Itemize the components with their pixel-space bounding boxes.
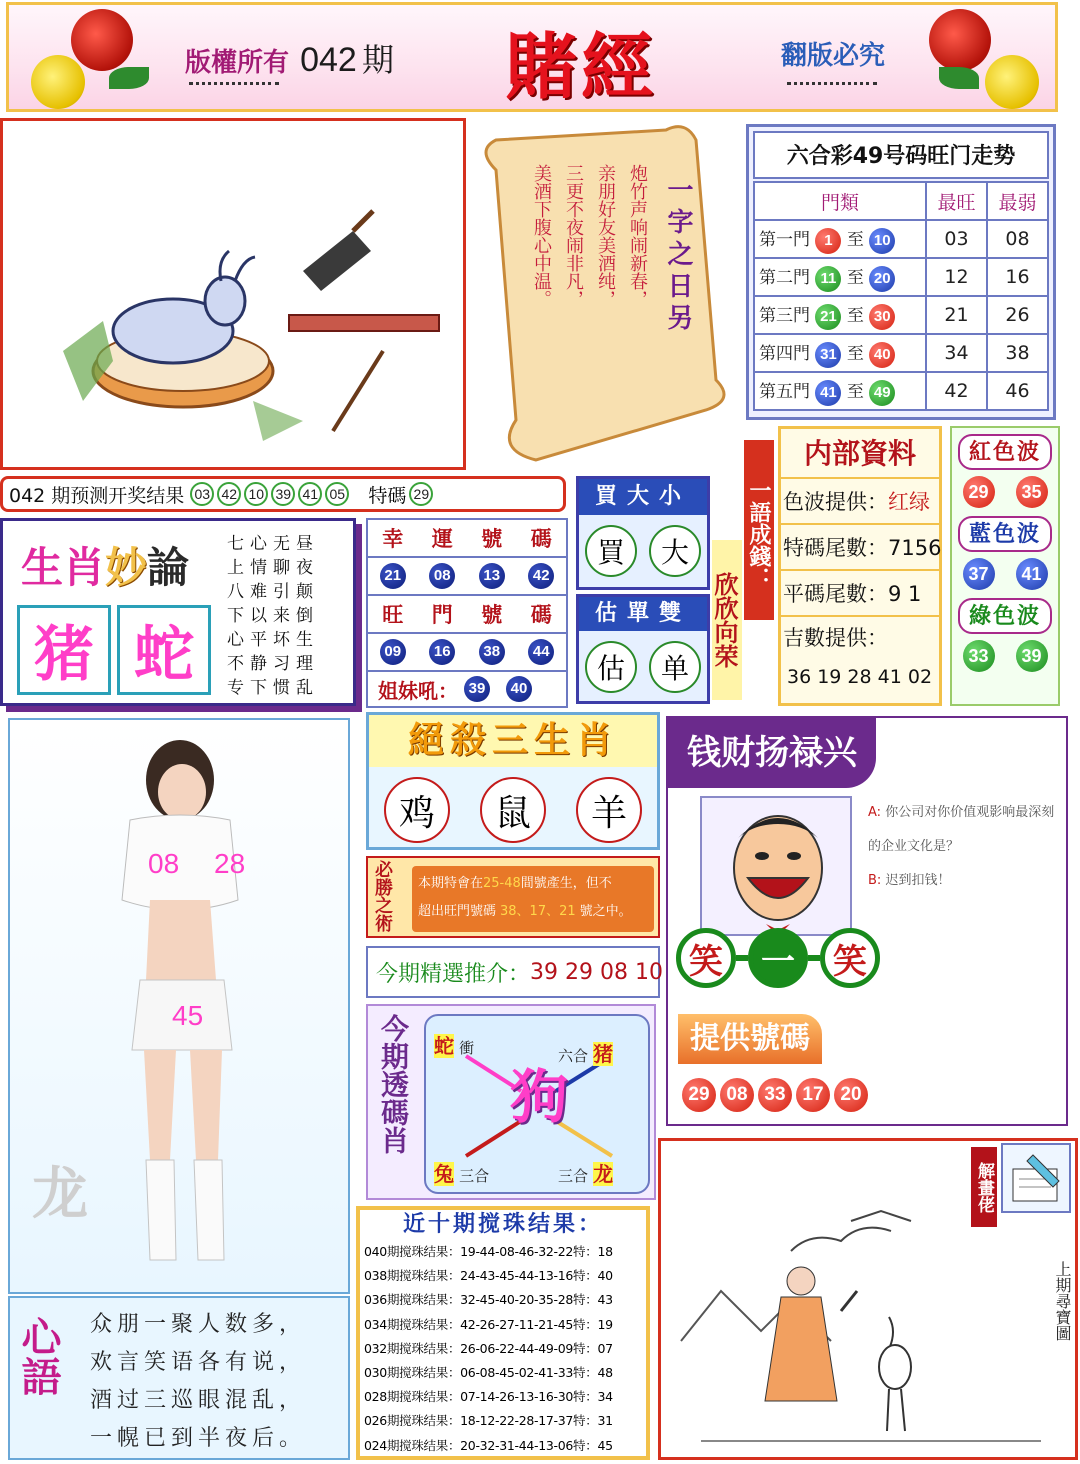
a-prefix: B: — [868, 873, 882, 888]
to-label: 至 — [846, 381, 864, 402]
sister-label: 姐妹吼： — [378, 678, 458, 703]
to-label: 至 — [846, 229, 864, 250]
hot-ball: 38 — [479, 639, 505, 665]
zodiac-br-animal: 龙 — [593, 1162, 614, 1186]
ball-to: 40 — [869, 342, 895, 368]
lucky-ball: 08 — [429, 563, 455, 589]
guess-odd-title: 估單雙 — [579, 597, 707, 631]
zigzag-right — [787, 77, 877, 85]
prediction-bar — [0, 476, 566, 512]
guess-circle: 估 — [585, 641, 637, 693]
theory-line: 八难引颠 — [227, 582, 319, 602]
answer-text: 迟到扣钱！ — [885, 873, 951, 888]
goat-picture — [0, 118, 466, 470]
laugh-char: 一 — [748, 928, 808, 988]
zodiac-tr-animal: 猪 — [593, 1042, 614, 1066]
gate-label: 第一門 — [759, 229, 810, 250]
issue-suffix: 期 — [361, 41, 394, 79]
fortune-qa — [868, 796, 1062, 898]
to-label: 至 — [846, 267, 864, 288]
result-row: 038期搅珠结果：24-43-45-44-13-16特：40 — [364, 1268, 613, 1284]
lucky-title-char: 號 — [481, 527, 503, 551]
gate-label: 第四門 — [759, 343, 810, 364]
lucky-title-char: 運 — [431, 527, 453, 551]
phrase-vertical: 一語成錢： — [744, 440, 774, 620]
poem-line-4: 美酒下腹心中温。 — [531, 164, 552, 308]
green-wave-title: 綠色波 — [958, 598, 1052, 634]
lucky-value: 36 19 28 41 02 — [787, 666, 933, 688]
result-row: 026期搅珠结果：18-12-22-28-17-37特：31 — [364, 1413, 613, 1429]
must-win-text — [412, 866, 654, 932]
hot-value: 12 — [926, 258, 987, 296]
gate-label: 第二門 — [759, 267, 810, 288]
theory-line: 上情聊夜 — [227, 558, 319, 578]
provide-ball: 08 — [720, 1078, 754, 1112]
ball-from: 1 — [815, 228, 841, 254]
hot-ball: 09 — [380, 639, 406, 665]
result-row: 024期搅珠结果：20-32-31-44-13-06特：45 — [364, 1437, 613, 1453]
table-row — [754, 296, 1048, 334]
table-row — [754, 220, 1048, 258]
lucky-box — [366, 518, 568, 708]
hot-value: 03 — [926, 220, 987, 258]
must-win-text1: 本期特會在 — [418, 876, 484, 891]
q-prefix: A: — [868, 805, 882, 820]
title-part-lun: 論 — [147, 543, 190, 592]
kill-animal: 鸡 — [384, 777, 450, 843]
result-row: 032期搅珠结果：26-06-22-44-49-09特：07 — [364, 1340, 613, 1356]
pick-pig-text: 猪 — [34, 620, 94, 690]
gate-label: 第五門 — [759, 381, 810, 402]
hot-value: 21 — [926, 296, 987, 334]
cold-value: 26 — [987, 296, 1048, 334]
provide-ball: 33 — [758, 1078, 792, 1112]
cartoon-face-frame — [700, 796, 852, 936]
goat-illustration — [3, 121, 463, 467]
issue-block — [185, 35, 394, 81]
tail-value: 7156 — [888, 536, 942, 560]
zodiac-tl-rel: 衝 — [459, 1039, 475, 1057]
table-row — [754, 258, 1048, 296]
prediction-label: 042 期预测开奖结果 — [9, 484, 185, 507]
zodiac-tr-rel: 六合 — [558, 1047, 589, 1065]
girl-num-2: 28 — [214, 848, 246, 879]
flat-value: 9 1 — [888, 582, 922, 606]
zodiac-theory-title — [21, 535, 189, 595]
red-ball: 35 — [1016, 476, 1048, 508]
must-win-text3: 超出旺門號碼 — [418, 904, 497, 919]
hot-title-char: 號 — [481, 603, 503, 627]
buy-size-title: 買大小 — [579, 479, 707, 515]
laugh-link — [736, 955, 748, 961]
heart-line: 酒过三巡眼混乱， — [90, 1388, 307, 1413]
blue-wave-title: 藍色波 — [958, 516, 1052, 552]
solver-icon — [1001, 1143, 1071, 1213]
gates-panel — [746, 124, 1056, 420]
heart-words-label: 心語 — [15, 1316, 61, 1396]
hot-title-char: 旺 — [382, 603, 404, 627]
flat-label: 平碼尾數： — [783, 582, 888, 606]
gates-table — [753, 181, 1049, 411]
result-row: 036期搅珠结果：32-45-40-20-35-28特：43 — [364, 1292, 613, 1308]
prediction-number: 42 — [217, 482, 241, 506]
internal-title: 内部資料 — [781, 429, 939, 479]
zodiac-bl-rel: 三合 — [459, 1167, 490, 1185]
rose-right-red — [929, 9, 991, 71]
zodiac-bl — [434, 1158, 489, 1187]
sister-ball: 40 — [506, 676, 532, 702]
red-ball: 29 — [963, 476, 995, 508]
must-win-box — [366, 856, 660, 938]
picked-box — [366, 946, 663, 998]
rose-left-red — [71, 9, 133, 71]
heart-line: 一幌已到半夜后。 — [90, 1426, 307, 1451]
provide-label: 提供號碼 — [678, 1014, 822, 1064]
poem-line-1: 炮竹声响闹新春， — [627, 164, 648, 308]
to-label: 至 — [846, 305, 864, 326]
prediction-number: 41 — [298, 482, 322, 506]
zodiac-br-rel: 三合 — [558, 1167, 589, 1185]
picked-label: 今期精選推介： — [376, 961, 531, 987]
heart-words-lines — [90, 1306, 306, 1458]
poem-scroll — [476, 120, 738, 480]
kill-animal: 鼠 — [480, 777, 546, 843]
poem-line-2: 亲朋好友美酒纯， — [595, 164, 616, 308]
title-part-zodiac: 生肖 — [21, 543, 106, 592]
theory-line: 不静习理 — [227, 654, 319, 674]
no-copy-label: 翻版必究 — [781, 41, 886, 71]
buy-circle: 買 — [585, 525, 637, 577]
watermark-dragon: 龙 — [32, 1162, 88, 1227]
theory-line: 专下惯乱 — [227, 678, 319, 698]
ball-to: 20 — [869, 266, 895, 292]
big-circle: 大 — [649, 525, 701, 577]
writing-hand-icon — [1003, 1145, 1069, 1211]
col-header-gate: 門類 — [754, 182, 926, 220]
hot-value: 42 — [926, 372, 987, 410]
ball-from: 31 — [815, 342, 841, 368]
result-row: 030期搅珠结果：06-08-45-02-41-33特：48 — [364, 1364, 613, 1380]
special-label: 特碼 — [368, 484, 407, 507]
ball-from: 21 — [815, 304, 841, 330]
zodiac-tl-animal: 蛇 — [434, 1034, 454, 1058]
lucky-label: 吉數提供： — [783, 626, 888, 650]
hot-value: 34 — [926, 334, 987, 372]
must-win-nums: 38、17、21 — [500, 904, 576, 919]
laugh-row — [676, 928, 880, 988]
provide-numbers — [682, 1078, 868, 1112]
theory-line: 下以来倒 — [227, 606, 319, 626]
ball-to: 30 — [869, 304, 895, 330]
hot-ball: 44 — [528, 639, 554, 665]
must-win-label: 必勝之術 — [372, 860, 393, 932]
picked-value: 39 29 08 10 — [530, 959, 663, 985]
must-win-text4: 號之中。 — [579, 904, 632, 919]
header-banner — [6, 2, 1058, 112]
leaf-left — [109, 67, 149, 89]
provide-ball: 17 — [796, 1078, 830, 1112]
poem-line-3: 三更不夜闹非凡， — [563, 164, 584, 308]
col-header-hot: 最旺 — [926, 182, 987, 220]
ball-to: 10 — [869, 228, 895, 254]
girl-panel — [8, 718, 350, 1294]
wave-label: 色波提供： — [783, 490, 888, 514]
prediction-number: 39 — [271, 482, 295, 506]
prediction-number: 10 — [244, 482, 268, 506]
lucky-title-char: 碼 — [530, 527, 552, 551]
lucky-ball: 13 — [479, 563, 505, 589]
zodiac-tr — [558, 1038, 613, 1067]
kill-animal: 羊 — [576, 777, 642, 843]
cold-value: 46 — [987, 372, 1048, 410]
question-text: 你公司对你价值观影响最深刻的企业文化是？ — [868, 805, 1055, 854]
heart-words-box — [8, 1296, 350, 1460]
lucky-ball: 21 — [380, 563, 406, 589]
red-wave-title: 紅色波 — [958, 434, 1052, 470]
hot-title-char: 門 — [431, 603, 453, 627]
pick-snake-text: 蛇 — [134, 620, 194, 690]
zigzag-left — [189, 77, 279, 85]
pick-pig — [17, 605, 111, 695]
must-win-range: 25-48 — [483, 876, 521, 891]
zodiac-bl-animal: 兔 — [434, 1162, 454, 1186]
laugh-link — [808, 955, 820, 961]
zodiac-theory-box — [0, 518, 356, 706]
kill-three-title: 絕殺三生肖 — [369, 715, 657, 767]
prediction-number: 03 — [190, 482, 214, 506]
wave-value: 红绿 — [888, 490, 930, 514]
recent-title: 近十期搅珠结果： — [402, 1212, 603, 1237]
zodiac-side-title: 今期透碼肖 — [377, 1014, 410, 1154]
solver-label: 解畫佬 — [971, 1147, 997, 1227]
title-part-miao: 妙 — [105, 543, 148, 592]
zodiac-center: 狗 — [509, 1063, 568, 1131]
special-number: 29 — [409, 482, 433, 506]
cold-value: 08 — [987, 220, 1048, 258]
zodiac-diagram-box — [366, 1004, 656, 1200]
cold-value: 16 — [987, 258, 1048, 296]
single-circle: 单 — [649, 641, 701, 693]
heart-line: 众朋一聚人数多， — [90, 1312, 307, 1337]
sister-ball: 39 — [464, 676, 490, 702]
girl-num-3: 45 — [172, 1000, 204, 1031]
laughing-man-cartoon — [702, 798, 852, 936]
provide-ball: 29 — [682, 1078, 716, 1112]
xinxin-text: 欣欣向荣 — [712, 540, 742, 700]
guess-odd-box — [576, 594, 710, 704]
issue-number: 042 — [300, 41, 357, 79]
to-label: 至 — [846, 343, 864, 364]
table-row — [754, 372, 1048, 410]
pick-snake — [117, 605, 211, 695]
hot-title-char: 碼 — [530, 603, 552, 627]
theory-line: 七心无昼 — [227, 534, 319, 554]
copyright-label: 版權所有 — [185, 48, 290, 78]
poem-title: 一字之日另 — [663, 176, 693, 336]
green-ball: 39 — [1016, 640, 1048, 672]
solver-caption: 上期尋寶圖 — [1053, 1261, 1072, 1341]
green-ball: 33 — [963, 640, 995, 672]
rose-right-yellow — [985, 55, 1039, 109]
must-win-text2: 間號產生，但不 — [520, 876, 612, 891]
lucky-ball: 42 — [528, 563, 554, 589]
tail-label: 特碼尾數： — [783, 536, 888, 560]
result-row: 028期搅珠结果：07-14-26-13-16-30特：34 — [364, 1389, 613, 1405]
ball-to: 49 — [869, 380, 895, 406]
result-row: 040期搅珠结果：19-44-08-46-32-22特：18 — [364, 1244, 613, 1259]
blue-ball: 41 — [1016, 558, 1048, 590]
rose-left-yellow — [31, 55, 85, 109]
leaf-right — [939, 67, 979, 89]
zodiac-diagram-panel — [424, 1014, 650, 1194]
laugh-char: 笑 — [820, 928, 880, 988]
result-row: 034期搅珠结果：42-26-27-11-21-45特：19 — [364, 1316, 613, 1332]
buy-size-box — [576, 476, 710, 590]
table-row — [754, 334, 1048, 372]
fortune-title: 钱财扬禄兴 — [668, 718, 876, 788]
col-header-cold: 最弱 — [987, 182, 1048, 220]
girl-num-1: 08 — [148, 848, 180, 879]
blue-ball: 37 — [963, 558, 995, 590]
provide-ball: 20 — [834, 1078, 868, 1112]
gates-title: 六合彩49号码旺门走势 — [753, 131, 1049, 179]
recent-results-box — [356, 1206, 650, 1460]
page-title: 賭經 — [505, 25, 658, 109]
cold-value: 38 — [987, 334, 1048, 372]
gate-label: 第三門 — [759, 305, 810, 326]
prediction-number: 05 — [325, 482, 349, 506]
kill-three-box — [366, 712, 660, 850]
fortune-panel — [666, 716, 1068, 1126]
zodiac-br — [558, 1158, 613, 1187]
hot-ball: 16 — [429, 639, 455, 665]
ball-from: 11 — [815, 266, 841, 292]
theory-line: 心平坏生 — [227, 630, 319, 650]
waves-panel — [950, 426, 1060, 706]
treasure-picture — [658, 1138, 1078, 1460]
ball-from: 41 — [815, 380, 841, 406]
internal-panel — [778, 426, 942, 706]
heart-line: 欢言笑语各有说， — [90, 1350, 307, 1375]
zodiac-theory-lines — [227, 529, 347, 697]
lucky-title-char: 幸 — [382, 527, 404, 551]
zodiac-tl — [434, 1030, 474, 1059]
laugh-char: 笑 — [676, 928, 736, 988]
